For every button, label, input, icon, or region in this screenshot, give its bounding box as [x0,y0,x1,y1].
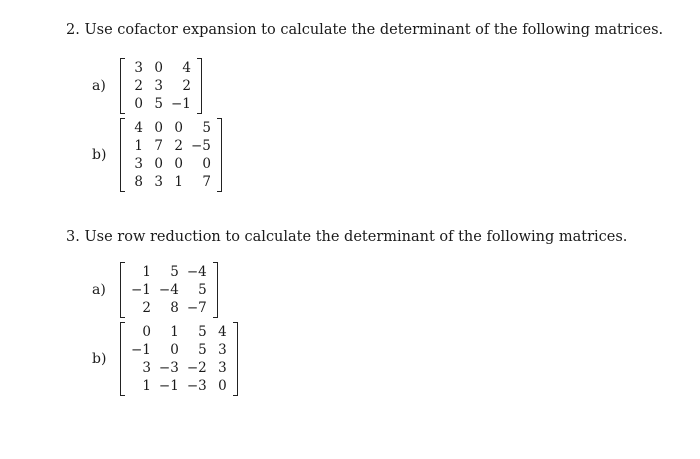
problem-2a-label: a) [92,78,106,94]
matrix-cell: 1 [134,138,143,154]
matrix-cell: 0 [154,120,163,136]
matrix-cell: 7 [154,138,163,154]
problem-3a [92,262,218,318]
matrix-cell: 0 [154,60,163,76]
matrix-cell: 2 [182,78,191,94]
matrix-cell: 4 [218,324,227,340]
matrix-cell: 4 [182,60,191,76]
matrix-cell: 3 [134,156,143,172]
matrix-cell: 5 [202,120,211,136]
matrix-cell: −4 [186,264,207,280]
matrix-cell: 3 [154,174,163,190]
problem-2-heading: 2. Use cofactor expansion to calculate the determinant of the following matrices. [66,22,664,38]
problem-2b-label: b) [92,147,107,163]
matrix-cell: 0 [170,342,179,358]
matrix-cell: 5 [198,282,207,298]
problem-2a [92,58,202,114]
matrix-cell: 3 [218,342,227,358]
problem-2b [92,118,222,192]
problem-3a-matrix [120,262,218,318]
matrix-cell: 0 [218,378,227,394]
matrix-cell: 5 [198,324,207,340]
matrix-cell: 0 [134,96,143,112]
matrix-cell: 5 [154,96,163,112]
matrix-cell: 1 [142,378,151,394]
problem-3b-label: b) [92,351,107,367]
matrix-cell: 8 [134,174,143,190]
matrix-cell: 1 [170,324,179,340]
matrix-cell: 8 [170,300,179,316]
matrix-cell: 2 [174,138,183,154]
matrix-cell: 0 [174,156,183,172]
matrix-cell: −7 [186,300,207,316]
matrix-cell: 0 [174,120,183,136]
matrix-cell: −2 [186,360,207,376]
matrix-cell: −1 [171,96,191,112]
matrix-cell: 0 [202,156,211,172]
matrix-cell: 3 [218,360,227,376]
problem-3b-matrix [120,322,238,396]
problem-3b [92,322,238,396]
matrix-cell: 2 [134,78,143,94]
matrix-cell: 5 [170,264,179,280]
matrix-cell: 1 [174,174,183,190]
matrix-cell: 7 [202,174,211,190]
matrix-cell: −1 [131,282,151,298]
matrix-cell: −3 [186,378,207,394]
matrix-cell: 4 [134,120,143,136]
matrix-cell: −4 [158,282,179,298]
problem-3a-label: a) [92,282,106,298]
matrix-cell: −1 [131,342,151,358]
matrix-cell: 3 [134,60,143,76]
problem-2b-matrix [120,118,222,192]
matrix-cell: −1 [158,378,179,394]
problem-3-heading: 3. Use row reduction to calculate the determinant of the following matrices. [66,229,628,245]
matrix-cell: 2 [142,300,151,316]
matrix-cell: −5 [191,138,211,154]
problem-2a-matrix [120,58,202,114]
matrix-cell: 0 [142,324,151,340]
matrix-cell: 3 [154,78,163,94]
matrix-cell: 1 [142,264,151,280]
matrix-cell: 0 [154,156,163,172]
matrix-cell: 5 [198,342,207,358]
matrix-cell: 3 [142,360,151,376]
matrix-cell: −3 [158,360,179,376]
